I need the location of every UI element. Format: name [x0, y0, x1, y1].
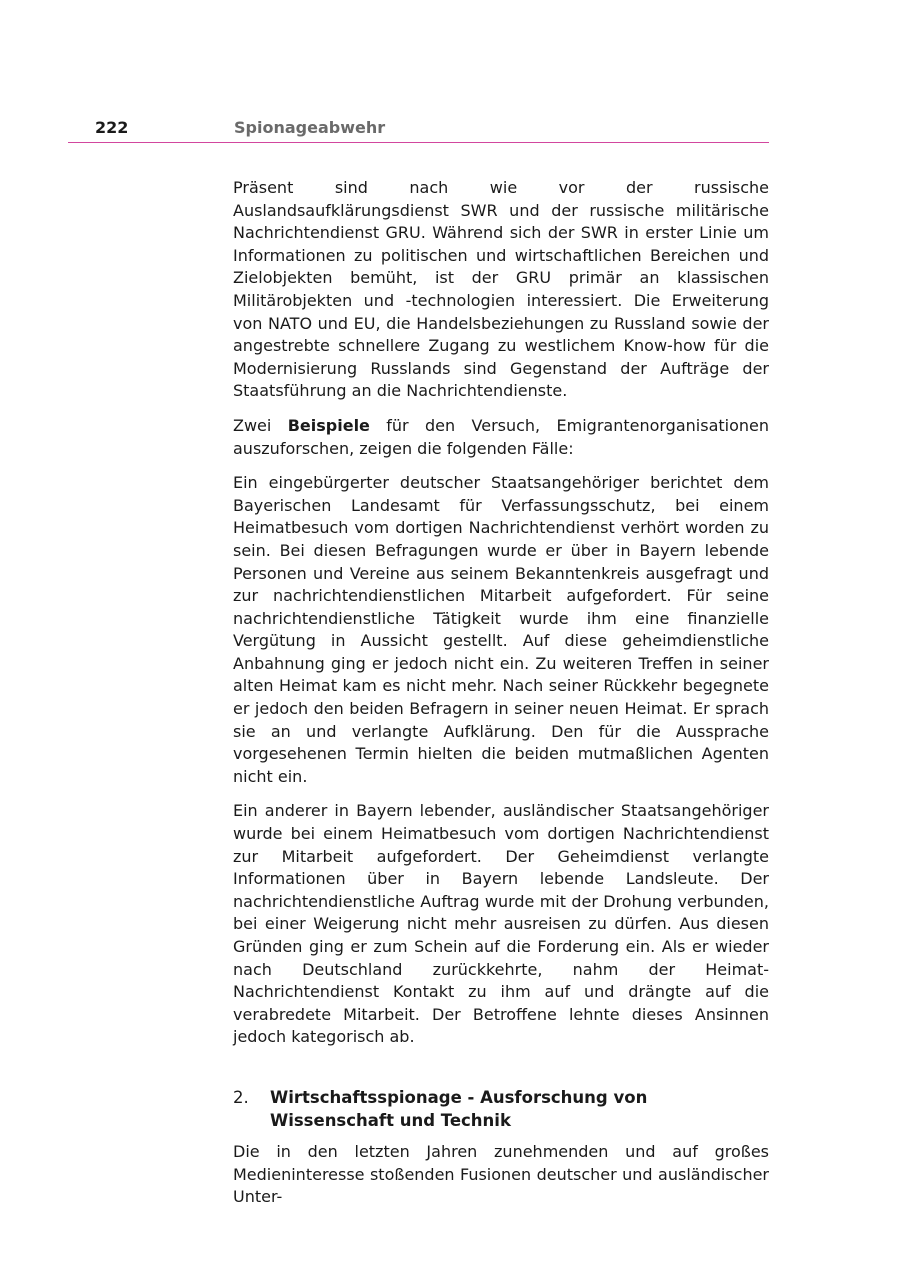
paragraph-beispiele-start: Zwei	[233, 415, 288, 435]
section-number: 2.	[233, 1087, 249, 1107]
running-head: Spionageabwehr	[234, 118, 386, 137]
body-text	[233, 177, 769, 1221]
page-number: 222	[95, 118, 129, 137]
paragraph-case-two: Ein anderer in Bayern lebender, ausländischer Staatsangehöriger wurde bei einem Heimatbesuch vom dortigen Nachrichtendienst zur Mitarbeit aufgefordert. Der Geheimdienst verlangte Informationen über in Bayern lebende Landsleute. Der nachrichtendienstliche Auftrag wurde mit der Drohung verbunden, bei einer Weigerung nicht mehr ausreisen zu dürfen. Aus diesen Gründen ging er zum Schein auf die Forderung ein. Als er wieder nach Deutschland zurückkehrte, nahm der Heimat-Nachrichtendienst Kontakt zu ihm auf und drängte auf die verabredete Mitarbeit. Der Betroffene lehnte dieses Ansinnen jedoch kategorisch ab.	[233, 801, 769, 1047]
section-heading	[233, 1087, 769, 1132]
paragraph-swr-gru: Präsent sind nach wie vor der russische Auslandsaufklärungsdienst SWR und der russische militärische Nachrichtendienst GRU. Während sich der SWR in erster Linie um Informationen zu politischen und wirtschaftlichen Bereichen und Zielobjekten bemüht, ist der GRU primär an klassischen Militärobjekten und -technologien interessiert. Die Erweiterung von NATO und EU, die Handelsbeziehungen zu Russland sowie der angestrebte schnellere Zugang zu westlichem Know-how für die Modernisierung Russlands sind Gegenstand der Aufträge der Staatsführung an die Nachrichtendienste.	[233, 178, 769, 401]
paragraph-beispiele-end: für den Versuch, Emigrantenorganisationen auszuforschen, zeigen die folgenden Fälle:	[233, 415, 770, 458]
paragraph-beispiele	[233, 415, 769, 460]
page-header	[68, 118, 769, 143]
paragraph-fusionen: Die in den letzten Jahren zunehmenden und auf großes Medieninteresse stoßenden Fusionen deutscher und ausländischer Unter-	[233, 1142, 769, 1207]
section-title: Wirtschaftsspionage - Ausforschung von Wissenschaft und Technik	[270, 1087, 648, 1130]
paragraph-case-one: Ein eingebürgerter deutscher Staatsangehöriger berichtet dem Bayerischen Landesamt für Verfassungsschutz, bei einem Heimatbesuch vom dortigen Nachrichtendienst verhört worden zu sein. Bei diesen Befragungen wurde er über in Bayern lebende Personen und Vereine aus seinem Bekanntenkreis ausgefragt und zur nachrichtendienstlichen Mitarbeit aufgefordert. Für seine nachrichtendienstliche Tätigkeit wurde ihm eine finanzielle Vergütung in Aussicht gestellt. Auf diese geheimdienstliche Anbahnung ging er jedoch nicht ein. Zu weiteren Treffen in seiner alten Heimat kam es nicht mehr. Nach seiner Rückkehr begegnete er jedoch den beiden Befragern in seiner neuen Heimat. Er sprach sie an und verlangte Aufklärung. Den für die Aussprache vorgesehenen Termin hielten die beiden mutmaßlichen Agenten nicht ein.	[233, 473, 769, 786]
bold-term-beispiele: Beispiele	[287, 415, 370, 435]
